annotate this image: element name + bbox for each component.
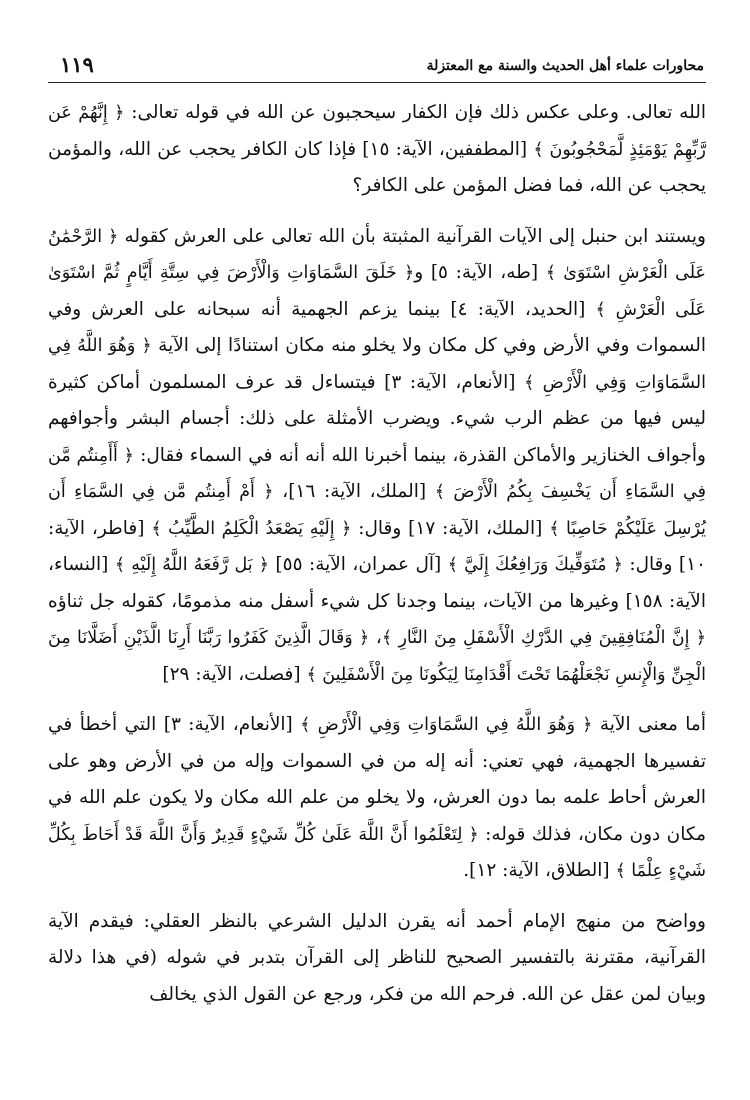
quran-verse: ﴿ إِلَيْهِ يَصْعَدُ الْكَلِمُ الطَّيِّبُ ﴾ bbox=[151, 518, 352, 539]
quran-verse: ﴿ إِنَّهُمْ عَن رَّبِّهِمْ يَوْمَئِذٍ لَّمَحْجُوبُونَ ﴾ bbox=[48, 103, 706, 160]
body-text: [الأنعام، الآية: ٣] التي أخطأ في تفسيرها الجهمية، فهي تعني: أنه إله من في السموات وإله من في الأرض وهو على العرش أحاط علمه بما دون العرش، ولا يخلو من علم الله مكان ولا يكون علم الله في مكان دون مكان، فذلك قوله: bbox=[48, 714, 706, 845]
book-page bbox=[48, 52, 706, 1082]
running-header bbox=[48, 52, 706, 83]
quran-verse: ﴿ مُتَوَفِّيكَ وَرَافِعُكَ إِلَيَّ ﴾ bbox=[447, 555, 623, 575]
quran-verse: ﴿ وَهُوَ اللَّهُ فِي السَّمَاوَاتِ وَفِي الْأَرْضِ ﴾ bbox=[48, 336, 706, 393]
body-text: [الملك، الآية: ١٦]، bbox=[273, 481, 435, 502]
body-text: أما معنى الآية bbox=[592, 714, 706, 735]
paragraph bbox=[48, 95, 706, 205]
quran-verse: ﴿ خَلَقَ السَّمَاوَاتِ وَالْأَرْضَ فِي سِتَّةِ أَيَّامٍ ثُمَّ اسْتَوَىٰ عَلَى الْعَرْشِ ﴾ bbox=[48, 263, 706, 320]
paragraph bbox=[48, 219, 706, 694]
body-text: [الطلاق، الآية: ١٢]. bbox=[463, 860, 616, 881]
body-text: الله تعالى. وعلى عكس ذلك فإن الكفار سيحجبون عن الله في قوله تعالى: bbox=[124, 102, 706, 123]
quran-verse: ﴿ لِتَعْلَمُوا أَنَّ اللَّهَ عَلَىٰ كُلِّ شَيْءٍ قَدِيرٌ وَأَنَّ اللَّهَ قَدْ أَحَاطَ بِكُلِّ شَيْءٍ عِلْمًا ﴾ bbox=[48, 824, 706, 881]
quran-verse: ﴿ بَل رَّفَعَهُ اللَّهُ إِلَيْهِ ﴾ bbox=[114, 555, 269, 575]
quran-verse: ﴿ أَمْ أَمِنتُم مَّن فِي السَّمَاءِ أَن يُرْسِلَ عَلَيْكُمْ حَاصِبًا ﴾ bbox=[48, 482, 706, 539]
body-text: [الأنعام، الآية: ٣] فيتساءل قد عرف المسلمون أماكن كثيرة ليس فيها من عظم الرب شيء. ويضرب الأمثلة على ذلك: أجسام البشر وأجوافهم وأجواف الخنازير والأماكن القذرة، بينما أخبرنا الله أنه أنه في السماء فقال: bbox=[48, 371, 706, 466]
quran-verse: ﴿ الرَّحْمَٰنُ عَلَى الْعَرْشِ اسْتَوَىٰ ﴾ bbox=[48, 226, 706, 283]
body-text: [آل عمران، الآية: ٥٥] bbox=[268, 554, 448, 575]
running-header-title: محاورات علماء أهل الحديث والسنة مع المعتزلة bbox=[426, 58, 704, 74]
body-text: [فصلت، الآية: ٢٩] bbox=[162, 663, 307, 685]
page-body bbox=[48, 95, 706, 1013]
paragraph bbox=[48, 707, 706, 890]
body-text: [الحديد، الآية: ٤] بينما يزعم الجهمية أنه سبحانه على العرش وفي السموات وفي الأرض وفي كل مكان ولا يخلو منه مكان استنادًا إلى الآية bbox=[48, 298, 706, 356]
body-text: [المطففين، الآية: ١٥] فإذا كان الكافر يحجب عن الله، والمؤمن يحجب عن الله، فما فضل المؤمن على الكافر؟ bbox=[48, 138, 706, 196]
body-text: [النساء، الآية: ١٥٨] وغيرها من الآيات، بينما وجدنا كل شيء أسفل منه مذمومًا، كقوله جل ثناؤه bbox=[48, 554, 706, 612]
body-text: ، bbox=[369, 627, 382, 648]
quran-verse: ﴿ وَهُوَ اللَّهُ فِي السَّمَاوَاتِ وَفِي الْأَرْضِ ﴾ bbox=[300, 715, 593, 735]
paragraph bbox=[48, 904, 706, 1014]
body-text: [طه، الآية: ٥] و bbox=[414, 262, 546, 283]
body-text: [الملك، الآية: ١٧] وقال: bbox=[351, 517, 550, 539]
body-text: [فاطر، الآية: ١٠] وقال: bbox=[48, 517, 706, 575]
body-text: ويستند ابن حنبل إلى الآيات القرآنية المثبتة بأن الله تعالى على العرش كقوله bbox=[118, 225, 706, 247]
quran-verse: ﴿ أَأَمِنتُم مَّن فِي السَّمَاءِ أَن يَخْسِفَ بِكُمُ الْأَرْضَ ﴾ bbox=[48, 445, 706, 502]
body-text: وواضح من منهج الإمام أحمد أنه يقرن الدليل الشرعي بالنظر العقلي: فيقدم الآية القرآنية، مقترنة بالتفسير الصحيح للناظر إلى القرآن بتدبر في شوله (في هذا دلالة وبيان لمن عقل عن الله. فرحم الله من فكر، ورجع عن القول الذي يخالف bbox=[48, 910, 706, 1005]
page-number: ١١٩ bbox=[60, 52, 94, 77]
quran-verse: ﴿ وَقَالَ الَّذِينَ كَفَرُوا رَبَّنَا أَرِنَا الَّذَيْنِ أَضَلَّانَا مِنَ الْجِنِّ وَالْإِنسِ نَجْعَلْهُمَا تَحْتَ أَقْدَامِنَا لِيَكُونَا مِنَ الْأَسْفَلِينَ ﴾ bbox=[48, 628, 706, 685]
quran-verse: ﴿ إِنَّ الْمُنَافِقِينَ فِي الدَّرْكِ الْأَسْفَلِ مِنَ النَّارِ ﴾ bbox=[381, 628, 706, 648]
